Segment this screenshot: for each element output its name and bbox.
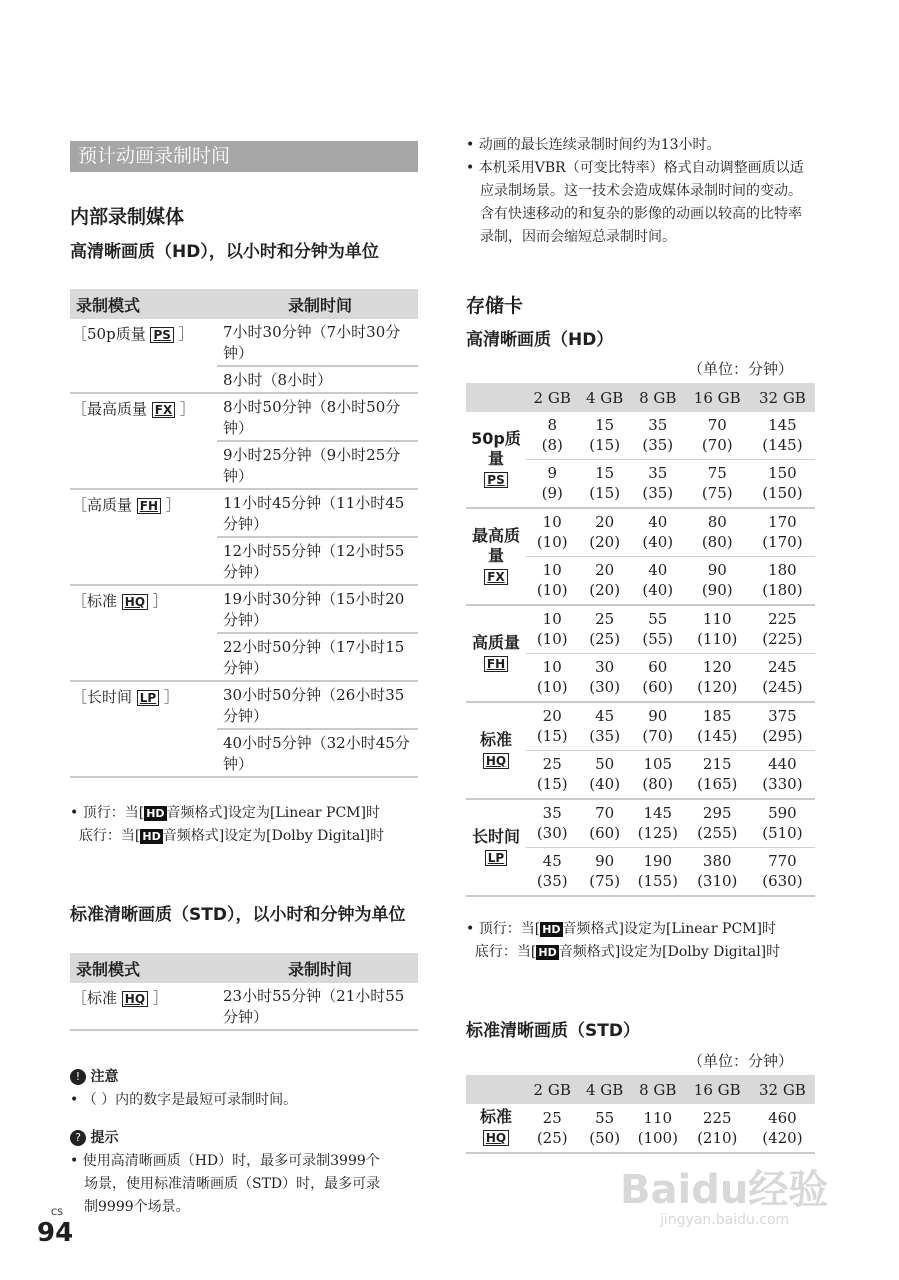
- quality-badge: HQ: [483, 753, 509, 769]
- value-top: 120: [702, 658, 732, 676]
- value-cell: [750, 460, 815, 509]
- value-cell: [685, 848, 750, 897]
- value-cell: [631, 412, 685, 460]
- value-bottom: (8): [541, 436, 563, 454]
- value-bottom: (80): [642, 775, 674, 793]
- value-top: 225: [768, 610, 797, 628]
- value-cell: [750, 702, 815, 751]
- value-bottom: (110): [697, 630, 738, 648]
- value-top: 10: [542, 610, 562, 628]
- hd-badge-icon: HD: [146, 807, 165, 820]
- value-bottom: (55): [642, 630, 674, 648]
- mode-label: [466, 412, 526, 508]
- value-top: 245: [768, 658, 797, 676]
- value-top: 9: [547, 464, 557, 482]
- value-top: 215: [702, 755, 732, 773]
- value-cell: [526, 848, 578, 897]
- value-top: 55: [648, 610, 668, 628]
- value-cell: [685, 654, 750, 703]
- quality-badge: LP: [137, 690, 159, 706]
- value-top: 70: [707, 416, 727, 434]
- time-cell: 8小时50分钟（8小时50分钟）: [217, 393, 418, 441]
- value-bottom: (15): [589, 436, 621, 454]
- value-cell: [631, 751, 685, 800]
- value-top: 770: [768, 852, 797, 870]
- value-top: 225: [702, 1108, 732, 1127]
- col-header: 32 GB: [750, 383, 815, 412]
- section-title: 预计动画录制时间: [70, 141, 418, 172]
- value-cell: [631, 1104, 685, 1153]
- value-top: 55: [595, 1108, 615, 1127]
- mode-label-text: 标准: [479, 1107, 512, 1126]
- mode-cell: ［长时间 LP ］: [70, 681, 217, 777]
- value-top: 25: [542, 1108, 562, 1127]
- table-row: [70, 681, 418, 729]
- value-bottom: (40): [589, 775, 621, 793]
- table-row: [70, 585, 418, 633]
- hd-title-right: 高清晰画质（HD）: [466, 330, 614, 350]
- value-bottom: (180): [762, 581, 803, 599]
- value-top: 40: [648, 561, 668, 579]
- corner-cell: [466, 1075, 526, 1104]
- value-cell: [631, 460, 685, 509]
- value-cell: [685, 508, 750, 557]
- mode-label: [466, 702, 526, 799]
- value-bottom: (10): [536, 678, 568, 696]
- watermark-logo: Baidu经验: [620, 1167, 829, 1213]
- value-top: 110: [643, 1108, 673, 1127]
- mode-label-text: 高质量: [471, 632, 520, 652]
- value-top: 90: [648, 707, 668, 725]
- mode-cell: ［50p质量 PS ］: [70, 319, 217, 393]
- value-cell: [578, 557, 630, 606]
- value-cell: [631, 605, 685, 654]
- value-top: 190: [643, 852, 673, 870]
- value-top: 105: [643, 755, 673, 773]
- value-top: 145: [643, 804, 673, 822]
- mode-label: [466, 605, 526, 702]
- value-bottom: (330): [762, 775, 803, 793]
- hd-badge-icon: HD: [142, 830, 161, 843]
- value-cell: [578, 460, 630, 509]
- table-row: [466, 702, 815, 751]
- value-cell: [578, 508, 630, 557]
- col-header: 8 GB: [631, 383, 685, 412]
- unit-label-std: （单位：分钟）: [688, 1052, 794, 1070]
- value-cell: [578, 702, 630, 751]
- table-row: [466, 1104, 815, 1153]
- mode-label: [466, 1104, 526, 1153]
- corner-cell: [466, 383, 526, 412]
- page-number: 94: [37, 1218, 74, 1248]
- value-top: 380: [702, 852, 732, 870]
- quality-badge: FH: [137, 498, 161, 514]
- value-bottom: (70): [701, 436, 733, 454]
- value-cell: [526, 1104, 578, 1153]
- value-top: 25: [542, 755, 562, 773]
- col-header-time: 录制时间: [217, 953, 418, 983]
- value-cell: [578, 605, 630, 654]
- value-cell: [685, 751, 750, 800]
- value-top: 35: [542, 804, 562, 822]
- value-bottom: (10): [536, 630, 568, 648]
- value-top: 185: [702, 707, 732, 725]
- card-std-table: [466, 1075, 815, 1154]
- value-bottom: (25): [536, 1128, 568, 1147]
- value-bottom: (20): [589, 581, 621, 599]
- value-bottom: (125): [637, 824, 678, 842]
- time-cell: 40小时5分钟（32小时45分钟）: [217, 729, 418, 777]
- value-top: 110: [702, 610, 732, 628]
- value-cell: [750, 508, 815, 557]
- value-bottom: (15): [536, 727, 568, 745]
- value-bottom: (9): [541, 484, 563, 502]
- value-bottom: (120): [697, 678, 738, 696]
- value-cell: [750, 848, 815, 897]
- time-cell: 12小时55分钟（12小时55分钟）: [217, 537, 418, 585]
- value-top: 440: [768, 755, 797, 773]
- value-bottom: (40): [642, 533, 674, 551]
- std-time-cell: 23小时55分钟（21小时55分钟）: [217, 983, 418, 1030]
- caution-icon: !: [70, 1069, 86, 1085]
- value-top: 90: [595, 852, 615, 870]
- mode-label: [466, 508, 526, 605]
- value-bottom: (420): [762, 1128, 803, 1147]
- value-bottom: (60): [642, 678, 674, 696]
- table-row: [70, 489, 418, 537]
- value-bottom: (25): [589, 630, 621, 648]
- value-bottom: (30): [536, 824, 568, 842]
- value-cell: [750, 412, 815, 460]
- value-bottom: (245): [762, 678, 803, 696]
- value-cell: [578, 412, 630, 460]
- value-bottom: (50): [589, 1128, 621, 1147]
- card-hd-table: [466, 383, 815, 897]
- value-cell: [750, 557, 815, 606]
- value-cell: [526, 751, 578, 800]
- value-top: 15: [595, 416, 615, 434]
- value-top: 10: [542, 513, 562, 531]
- watermark-url: jingyan.baidu.com: [660, 1212, 790, 1228]
- mode-label-text: 最高质量: [471, 525, 520, 565]
- value-top: 10: [542, 561, 562, 579]
- value-bottom: (165): [697, 775, 738, 793]
- value-cell: [685, 412, 750, 460]
- hd-badge-icon: HD: [542, 923, 561, 936]
- value-bottom: (210): [697, 1128, 738, 1147]
- col-header: 32 GB: [750, 1075, 815, 1104]
- value-top: 80: [707, 513, 727, 531]
- value-cell: [631, 654, 685, 703]
- value-top: 20: [595, 561, 615, 579]
- value-bottom: (90): [701, 581, 733, 599]
- value-top: 35: [648, 464, 668, 482]
- col-header: 4 GB: [578, 1075, 630, 1104]
- value-cell: [685, 557, 750, 606]
- col-header: 2 GB: [526, 383, 578, 412]
- value-cell: [578, 848, 630, 897]
- table-row: [466, 799, 815, 848]
- col-header: 16 GB: [685, 383, 750, 412]
- value-cell: [526, 460, 578, 509]
- value-top: 60: [648, 658, 668, 676]
- value-cell: [685, 702, 750, 751]
- mode-label-text: 标准: [479, 729, 512, 749]
- mode-cell: ［最高质量 FX ］: [70, 393, 217, 489]
- value-cell: [526, 654, 578, 703]
- quality-badge: PS: [150, 327, 173, 343]
- value-top: 20: [542, 707, 562, 725]
- col-header-mode: 录制模式: [70, 953, 217, 983]
- time-cell: 8小时（8小时）: [217, 366, 418, 393]
- value-top: 180: [768, 561, 797, 579]
- value-bottom: (310): [697, 872, 738, 890]
- value-cell: [750, 799, 815, 848]
- value-top: 375: [768, 707, 797, 725]
- value-cell: [685, 605, 750, 654]
- table-row: [466, 412, 815, 460]
- time-cell: 7小时30分钟（7小时30分钟）: [217, 319, 418, 366]
- value-cell: [578, 751, 630, 800]
- value-cell: [526, 508, 578, 557]
- value-bottom: (150): [762, 484, 803, 502]
- value-bottom: (35): [589, 727, 621, 745]
- std-title-right: 标准清晰画质（STD）: [466, 1021, 640, 1041]
- value-cell: [750, 654, 815, 703]
- value-cell: [631, 508, 685, 557]
- quality-badge: FH: [484, 656, 508, 672]
- hd-badge-icon: HD: [538, 946, 557, 959]
- left-bullet-audio: • 顶行：当[ HD 音频格式]设定为[Linear PCM]时 底行：当[ HD 音频格式]设定为[Dolby Digital]时: [70, 805, 385, 844]
- value-cell: [750, 605, 815, 654]
- value-bottom: (80): [701, 533, 733, 551]
- value-cell: [631, 702, 685, 751]
- unit-label: （单位：分钟）: [688, 360, 794, 378]
- col-header: 4 GB: [578, 383, 630, 412]
- value-top: 25: [595, 610, 615, 628]
- time-cell: 9小时25分钟（9小时25分钟）: [217, 441, 418, 489]
- value-bottom: (225): [762, 630, 803, 648]
- value-top: 30: [595, 658, 615, 676]
- lang-code: CS: [51, 1208, 63, 1218]
- value-cell: [685, 460, 750, 509]
- lightbulb-icon: ?: [70, 1130, 86, 1146]
- value-cell: [750, 1104, 815, 1153]
- value-bottom: (145): [697, 727, 738, 745]
- std-time-table: [70, 953, 418, 1031]
- value-bottom: (15): [536, 775, 568, 793]
- value-top: 150: [768, 464, 797, 482]
- value-top: 460: [768, 1108, 797, 1127]
- value-top: 45: [542, 852, 562, 870]
- value-bottom: (170): [762, 533, 803, 551]
- value-cell: [526, 702, 578, 751]
- quality-badge: HQ: [483, 1130, 509, 1146]
- table-row: [70, 393, 418, 441]
- mode-cell: ［高质量 FH ］: [70, 489, 217, 585]
- mode-label-text: 50p质量: [471, 428, 521, 468]
- value-top: 75: [707, 464, 727, 482]
- col-header-mode: 录制模式: [70, 289, 217, 319]
- value-cell: [526, 799, 578, 848]
- table-row: [466, 605, 815, 654]
- value-bottom: (255): [697, 824, 738, 842]
- col-header: 2 GB: [526, 1075, 578, 1104]
- table-row: [466, 508, 815, 557]
- value-bottom: (35): [536, 872, 568, 890]
- internal-media-title: 内部录制媒体: [70, 206, 185, 228]
- col-header-time: 录制时间: [217, 289, 418, 319]
- std-title-left: 标准清晰画质（STD），以小时和分钟为单位: [70, 905, 406, 925]
- value-bottom: (30): [589, 678, 621, 696]
- value-cell: [578, 1104, 630, 1153]
- col-header: 8 GB: [631, 1075, 685, 1104]
- value-top: 70: [595, 804, 615, 822]
- quality-badge: LP: [485, 850, 507, 866]
- mode-label-text: 长时间: [471, 826, 520, 846]
- value-cell: [526, 605, 578, 654]
- value-bottom: (60): [589, 824, 621, 842]
- value-top: 40: [648, 513, 668, 531]
- value-top: 145: [768, 416, 797, 434]
- time-cell: 11小时45分钟（11小时45分钟）: [217, 489, 418, 537]
- col-header: 16 GB: [685, 1075, 750, 1104]
- value-cell: [631, 848, 685, 897]
- value-bottom: (35): [642, 484, 674, 502]
- memory-card-title: 存储卡: [466, 295, 524, 317]
- value-top: 15: [595, 464, 615, 482]
- std-mode-cell: ［标准 HQ ］: [70, 983, 217, 1030]
- value-bottom: (100): [637, 1128, 678, 1147]
- value-bottom: (295): [762, 727, 803, 745]
- value-bottom: (70): [642, 727, 674, 745]
- value-bottom: (155): [637, 872, 678, 890]
- quality-badge: FX: [484, 569, 507, 585]
- value-top: 295: [702, 804, 732, 822]
- value-top: 20: [595, 513, 615, 531]
- value-cell: [685, 799, 750, 848]
- caution-note: ! 注意 • （ ）内的数字是最短可录制时间。: [70, 1069, 298, 1108]
- mode-label: [466, 799, 526, 896]
- value-cell: [578, 654, 630, 703]
- value-top: 90: [707, 561, 727, 579]
- value-cell: [685, 1104, 750, 1153]
- value-bottom: (40): [642, 581, 674, 599]
- quality-badge: FX: [152, 402, 175, 418]
- value-bottom: (20): [589, 533, 621, 551]
- value-bottom: (35): [642, 436, 674, 454]
- hd-time-table: [70, 289, 418, 778]
- hd-title-left: 高清晰画质（HD），以小时和分钟为单位: [70, 242, 379, 262]
- quality-badge: PS: [484, 472, 507, 488]
- mode-cell: ［标准 HQ ］: [70, 585, 217, 681]
- value-cell: [631, 799, 685, 848]
- value-cell: [750, 751, 815, 800]
- value-bottom: (15): [589, 484, 621, 502]
- value-cell: [578, 799, 630, 848]
- value-cell: [526, 557, 578, 606]
- value-top: 50: [595, 755, 615, 773]
- table-row: [70, 319, 418, 366]
- value-bottom: (510): [762, 824, 803, 842]
- value-cell: [631, 557, 685, 606]
- value-bottom: (75): [701, 484, 733, 502]
- value-top: 170: [768, 513, 797, 531]
- value-bottom: (630): [762, 872, 803, 890]
- value-bottom: (10): [536, 581, 568, 599]
- time-cell: 30小时50分钟（26小时35分钟）: [217, 681, 418, 729]
- value-bottom: (10): [536, 533, 568, 551]
- hint-note: ? 提示 • 使用高清晰画质（HD）时，最多可录制3999个场景，使用标准清晰画质（STD）时，最多可录制9999个场景。: [70, 1130, 381, 1215]
- value-bottom: (145): [762, 436, 803, 454]
- value-bottom: (75): [589, 872, 621, 890]
- value-top: 8: [547, 416, 557, 434]
- value-top: 590: [768, 804, 797, 822]
- time-cell: 19小时30分钟（15小时20分钟）: [217, 585, 418, 633]
- value-top: 35: [648, 416, 668, 434]
- time-cell: 22小时50分钟（17小时15分钟）: [217, 633, 418, 681]
- quality-badge: HQ: [122, 594, 148, 610]
- value-cell: [526, 412, 578, 460]
- right-bullets: • 动画的最长连续录制时间约为13小时。 • 本机采用VBR（可变比特率）格式自动调整画质以适应录制场景。这一技术会造成媒体录制时间的变动。含有快速移动的和复杂的影像的动画以较高的比特率录制，因而会缩短总录制时间。: [466, 137, 804, 245]
- right-bullet-audio: • 顶行：当[ HD 音频格式]设定为[Linear PCM]时 底行：当[ HD 音频格式]设定为[Dolby Digital]时: [466, 921, 781, 960]
- value-top: 10: [542, 658, 562, 676]
- value-top: 45: [595, 707, 615, 725]
